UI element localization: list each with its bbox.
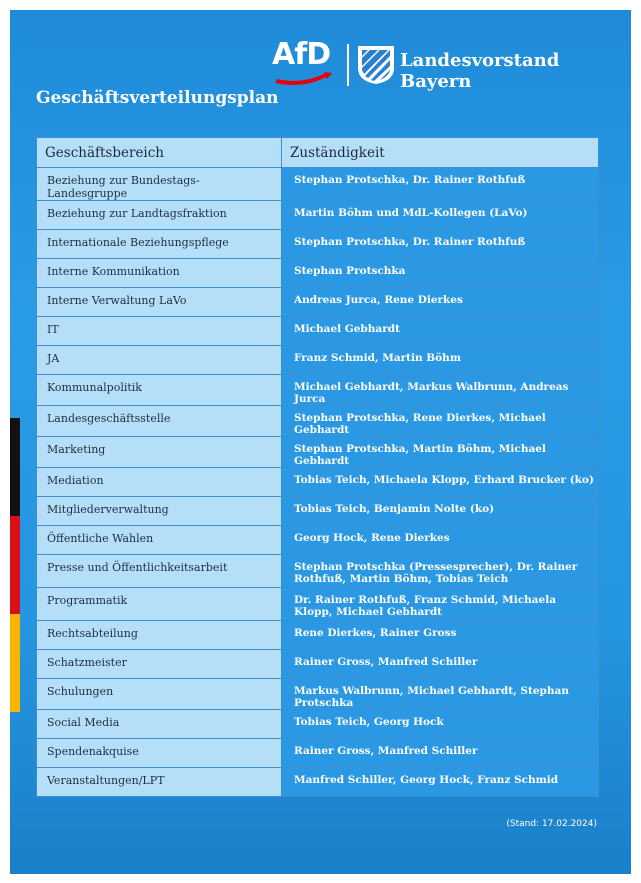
column-header-zustaendigkeit: Zuständigkeit [282,138,599,168]
column-header-bereich: Geschäftsbereich [37,138,282,168]
bereich-cell: Schulungen [37,679,282,710]
bereich-cell: Interne Verwaltung LaVo [37,288,282,317]
bereich-cell: Mitgliederverwaltung [37,497,282,526]
flag-stripe-gold [10,614,20,712]
flag-stripe-black [10,418,20,516]
zustaendigkeit-cell: Rainer Gross, Manfred Schiller [282,739,599,768]
zustaendigkeit-cell: Tobias Teich, Georg Hock [282,710,599,739]
table-row [37,437,599,468]
bereich-cell: Spendenakquise [37,739,282,768]
zustaendigkeit-cell: Michael Gebhardt [282,317,599,346]
zustaendigkeit-cell: Stephan Protschka (Pressesprecher), Dr. Rainer Rothfuß, Martin Böhm, Tobias Teich [282,555,599,588]
table-row [37,468,599,497]
table-row [37,588,599,621]
afd-logo [272,37,330,72]
table-row [37,679,599,710]
stand-date: (Stand: 17.02.2024) [506,819,597,829]
bereich-cell: Rechtsabteilung [37,621,282,650]
bereich-cell: Presse und Öffentlichkeitsarbeit [37,555,282,588]
bereich-cell: Marketing [37,437,282,468]
bereich-cell: Schatzmeister [37,650,282,679]
bereich-cell: JA [37,346,282,375]
logo-separator [347,44,349,86]
zustaendigkeit-cell: Markus Walbrunn, Michael Gebhardt, Stephan Protschka [282,679,599,710]
zustaendigkeit-cell: Franz Schmid, Martin Böhm [282,346,599,375]
responsibility-table [36,137,599,797]
table-row [37,650,599,679]
table-row [37,768,599,797]
table-row [37,168,599,201]
page-title: Geschäftsverteilungsplan [36,88,279,108]
bereich-cell: Beziehung zur Bundestags-Landesgruppe [37,168,282,201]
bereich-cell: Mediation [37,468,282,497]
table-row [37,288,599,317]
bereich-cell: Öffentliche Wahlen [37,526,282,555]
table-row [37,739,599,768]
bereich-cell: Veranstaltungen/LPT [37,768,282,797]
table-row [37,497,599,526]
zustaendigkeit-cell: Manfred Schiller, Georg Hock, Franz Schmid [282,768,599,797]
bereich-cell: Internationale Beziehungspflege [37,230,282,259]
bereich-cell: Landesgeschäftsstelle [37,406,282,437]
document-page [10,10,631,874]
table-row [37,555,599,588]
table-row [37,710,599,739]
table-row [37,346,599,375]
afd-logo-text: AfD [272,37,331,72]
zustaendigkeit-cell: Andreas Jurca, Rene Dierkes [282,288,599,317]
zustaendigkeit-cell: Dr. Rainer Rothfuß, Franz Schmid, Michaela Klopp, Michael Gebhardt [282,588,599,621]
bereich-cell: Kommunalpolitik [37,375,282,406]
zustaendigkeit-cell: Tobias Teich, Benjamin Nolte (ko) [282,497,599,526]
bereich-cell: Social Media [37,710,282,739]
table-row [37,526,599,555]
zustaendigkeit-cell: Georg Hock, Rene Dierkes [282,526,599,555]
table-row [37,317,599,346]
zustaendigkeit-cell: Stephan Protschka, Martin Böhm, Michael Gebhardt [282,437,599,468]
table-row [37,375,599,406]
zustaendigkeit-cell: Tobias Teich, Michaela Klopp, Erhard Brucker (ko) [282,468,599,497]
zustaendigkeit-cell: Rene Dierkes, Rainer Gross [282,621,599,650]
org-title: Landesvorstand Bayern [400,50,560,92]
zustaendigkeit-cell: Rainer Gross, Manfred Schiller [282,650,599,679]
afd-swoosh-icon [274,71,334,85]
table-row [37,406,599,437]
zustaendigkeit-cell: Martin Böhm und MdL-Kollegen (LaVo) [282,201,599,230]
table-row [37,201,599,230]
table-row [37,259,599,288]
bereich-cell: Programmatik [37,588,282,621]
bavaria-crest-icon [358,46,394,84]
flag-stripe-red [10,516,20,614]
bereich-cell: Interne Kommunikation [37,259,282,288]
bereich-cell: Beziehung zur Landtagsfraktion [37,201,282,230]
zustaendigkeit-cell: Stephan Protschka [282,259,599,288]
bereich-cell: IT [37,317,282,346]
table-row [37,621,599,650]
table-row [37,230,599,259]
table-header-row [37,138,599,168]
zustaendigkeit-cell: Stephan Protschka, Rene Dierkes, Michael Gebhardt [282,406,599,437]
zustaendigkeit-cell: Stephan Protschka, Dr. Rainer Rothfuß [282,230,599,259]
zustaendigkeit-cell: Stephan Protschka, Dr. Rainer Rothfuß [282,168,599,201]
zustaendigkeit-cell: Michael Gebhardt, Markus Walbrunn, Andreas Jurca [282,375,599,406]
